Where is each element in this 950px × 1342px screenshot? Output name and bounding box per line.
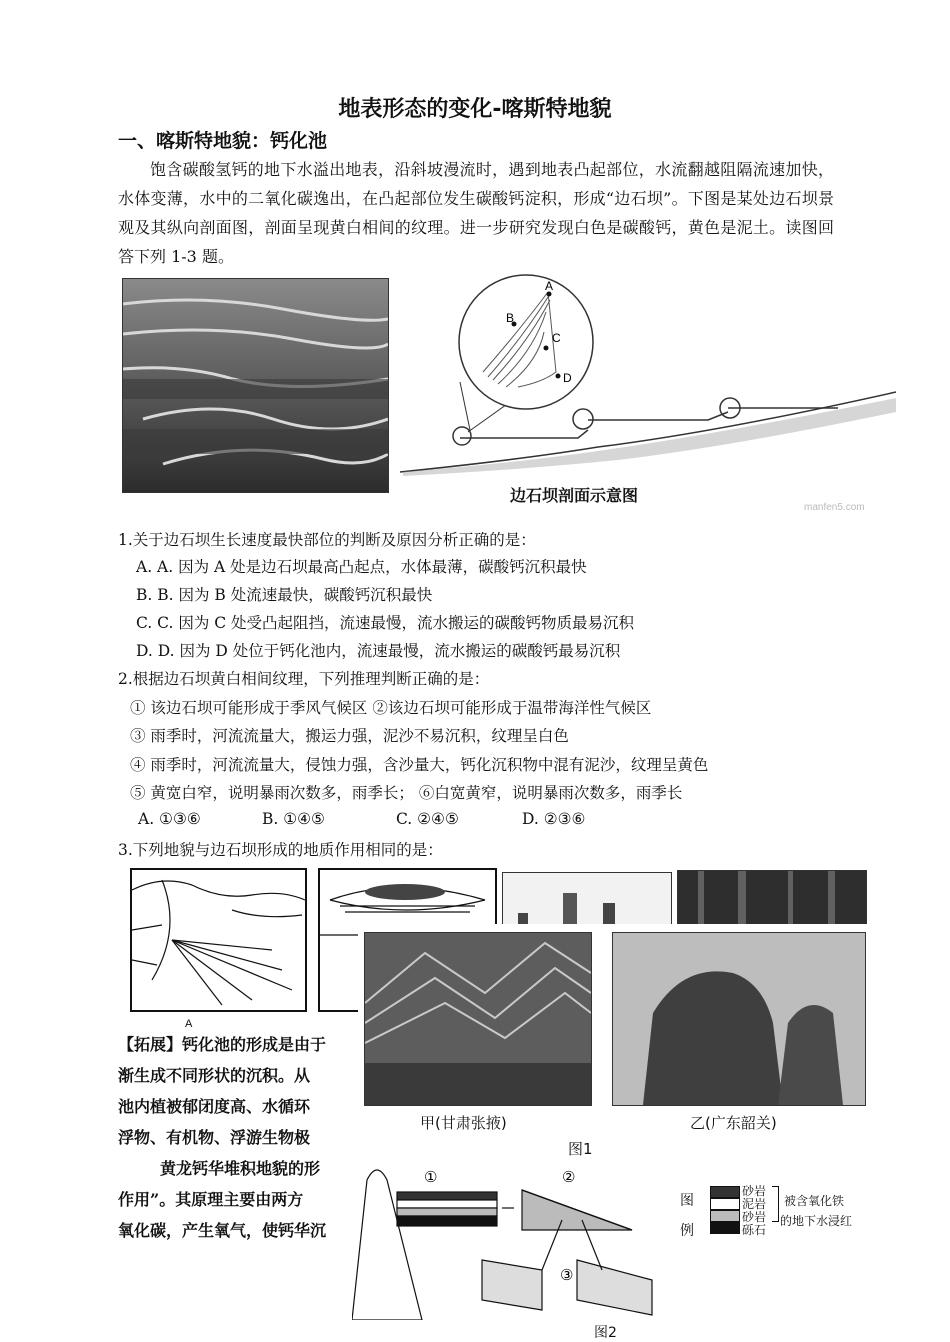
photo-jia [364, 932, 592, 1106]
ext-line-4: 浮物、有机物、浮游生物极 [118, 1128, 311, 1147]
fig2-diagram [352, 1160, 697, 1320]
caption-yi: 乙(广东韶关) [690, 1114, 777, 1132]
legend [680, 1182, 870, 1262]
q2-item-1: ① 该边石坝可能形成于季风气候区 ②该边石坝可能形成于温带海洋性气候区 [130, 699, 652, 717]
profile-diagram-graphic [398, 272, 898, 512]
q2-item-4: ⑤ 黄宽白窄，说明暴雨次数多，雨季长； ⑥白宽黄窄，说明暴雨次数多，雨季长 [130, 784, 683, 802]
q2-stem: 2.根据边石坝黄白相间纹理，下列推理判断正确的是： [118, 670, 490, 688]
legend-note-1: 被含氧化铁 [784, 1194, 845, 1208]
terrace-photo-graphic [123, 279, 388, 492]
ext-line-6: 作用”。其原理主要由两方 [118, 1190, 304, 1209]
caption-jia: 甲(甘肃张掖) [420, 1114, 507, 1132]
q1-option-d: D. D. 因为 D 处位于钙化池内，流速最慢，流水搬运的碳酸钙最易沉积 [136, 642, 621, 660]
q2-choice-c: C. ②④⑤ [396, 810, 459, 828]
section-heading: 一、喀斯特地貌：钙化池 [118, 130, 328, 152]
legend-item-2: 泥岩 [742, 1197, 767, 1211]
photo-jia-graphic [365, 933, 591, 1105]
q2-item-2: ③ 雨季时，河流流量大，搬运力强，泥沙不易沉积，纹理呈白色 [130, 727, 569, 745]
ext-line-5: 黄龙钙华堆积地貌的形 [160, 1159, 321, 1178]
q2-choice-b: B. ①④⑤ [262, 810, 325, 828]
legend-title-1: 图 [680, 1193, 694, 1209]
page-title: 地表形态的变化-喀斯特地貌 [338, 97, 612, 122]
legend-swatch-sandstone-2 [710, 1210, 740, 1222]
circled-2: ② [562, 1168, 576, 1186]
legend-item-3: 砂岩 [742, 1210, 767, 1224]
terrace-photo [122, 278, 389, 493]
fig2-label: 图2 [594, 1325, 617, 1341]
q3-image-1 [130, 868, 307, 1012]
label-a: A [545, 279, 554, 293]
legend-swatch-gravel [710, 1222, 740, 1234]
circled-3: ③ [560, 1266, 574, 1284]
label-d: D [563, 371, 572, 385]
ext-line-1: 【拓展】钙化池的形成是由于 [118, 1035, 327, 1054]
legend-bracket [772, 1186, 779, 1222]
label-c: C [552, 331, 561, 345]
photo-yi-graphic [613, 933, 865, 1105]
legend-note-2: 的地下水浸红 [780, 1214, 853, 1228]
ext-line-2: 渐生成不同形状的沉积。从 [118, 1066, 311, 1085]
q1-stem: 1.关于边石坝生长速度最快部位的判断及原因分析正确的是： [118, 531, 536, 549]
legend-item-1: 砂岩 [742, 1184, 767, 1198]
photo-yi [612, 932, 866, 1106]
watermark: manfen5.com [804, 502, 865, 513]
q1-option-a: A. A. 因为 A 处是边石坝最高凸起点，水体最薄，碳酸钙沉积最快 [136, 558, 587, 576]
intro-paragraph: 饱含碳酸氢钙的地下水溢出地表，沿斜坡漫流时，遇到地表凸起部位，水流翻越阻隔流速加快，水体变薄，水中的二氧化碳逸出，在凸起部位发生碳酸钙淀积，形成“边石坝”。下图是某处边石坝景观及其纵向剖面图，剖面呈现黄白相间的纹理。进一步研究发现白色是碳酸钙，黄色是泥土。读图回答下列 1-3 题。 [118, 160, 834, 266]
circled-1: ① [424, 1168, 438, 1186]
label-b: B [506, 311, 515, 325]
q1-option-b: B. B. 因为 B 处流速最快，碳酸钙沉积最快 [136, 586, 433, 604]
legend-item-4: 砾石 [742, 1223, 767, 1237]
q3-tiny-label: A [185, 1018, 193, 1030]
q3-sketch-1 [132, 870, 305, 1010]
profile-caption: 边石坝剖面示意图 [510, 486, 639, 505]
q3-stem: 3.下列地貌与边石坝形成的地质作用相同的是： [118, 841, 443, 859]
ext-line-7: 氧化碳，产生氧气，使钙华沉 [118, 1221, 327, 1240]
q1-option-c: C. C. 因为 C 处受凸起阻挡，流速最慢，流水搬运的碳酸钙物质最易沉积 [136, 614, 635, 632]
fig1-label: 图1 [568, 1140, 593, 1158]
q2-item-3: ④ 雨季时，河流流量大，侵蚀力强，含沙量大，钙化沉积物中混有泥沙，纹理呈黄色 [130, 756, 709, 774]
q2-choice-d: D. ②③⑥ [522, 810, 586, 828]
legend-title-2: 例 [680, 1223, 694, 1239]
q2-choice-a: A. ①③⑥ [138, 810, 201, 828]
profile-diagram [398, 272, 898, 512]
legend-swatch-mudstone [710, 1198, 740, 1210]
legend-swatch-sandstone [710, 1186, 740, 1198]
ext-line-3: 池内植被郁闭度高、水循环 [118, 1097, 311, 1116]
fig2-graphic [352, 1160, 697, 1320]
